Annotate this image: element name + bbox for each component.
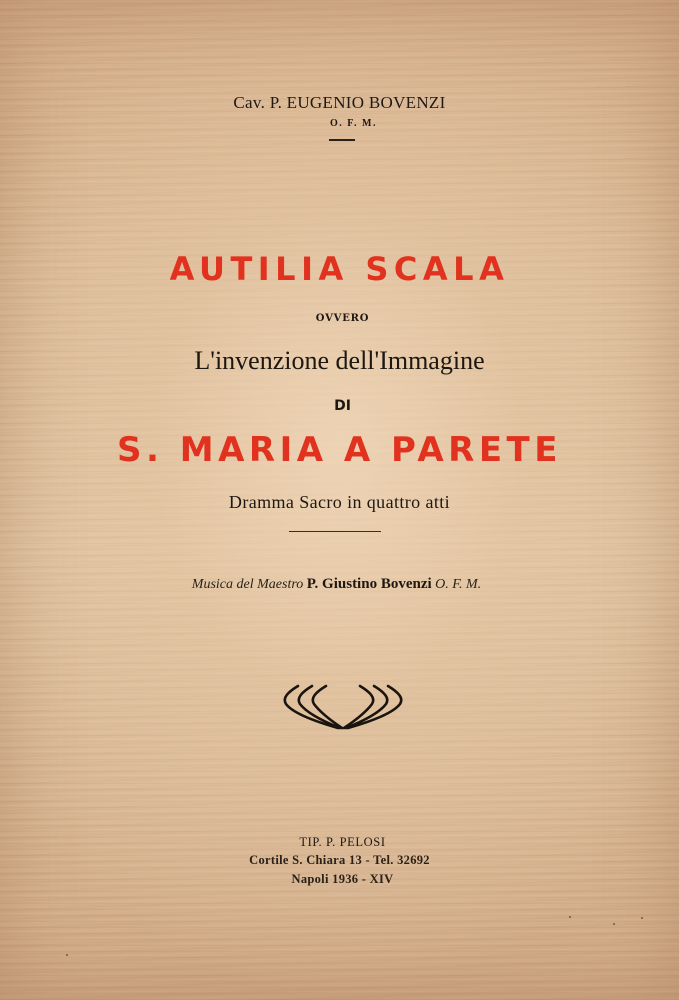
place-title: S. MARIA A PARETE (117, 430, 562, 470)
paper-speck (613, 923, 615, 925)
paper-speck (66, 954, 68, 956)
subtitle: L'invenzione dell'Immagine (194, 346, 485, 375)
printer-address: Cortile S. Chiara 13 - Tel. 32692 (249, 853, 430, 867)
paper-speck (569, 916, 571, 918)
author-name: Cav. P. EUGENIO BOVENZI (233, 93, 446, 112)
divider-short (329, 139, 355, 141)
music-credit (0, 576, 676, 593)
connector-ovvero: OVVERO (315, 313, 370, 324)
publication-place-date: Napoli 1936 - XIV (291, 872, 394, 886)
genre-line: Dramma Sacro in quattro atti (228, 492, 451, 512)
composer-name: P. Giustino Bovenzi (306, 576, 432, 592)
paper-speck (641, 917, 643, 919)
music-credit-prefix: Musica del Maestro (191, 577, 304, 592)
divider-long (289, 531, 381, 532)
preposition-di: DI (334, 398, 351, 414)
composer-order: O. F. M. (435, 577, 482, 592)
floral-flourish-icon (280, 682, 406, 730)
author-order: O. F. M. (330, 118, 377, 129)
main-title: AUTILIA SCALA (169, 250, 510, 288)
printer-name: TIP. P. PELOSI (299, 835, 386, 849)
